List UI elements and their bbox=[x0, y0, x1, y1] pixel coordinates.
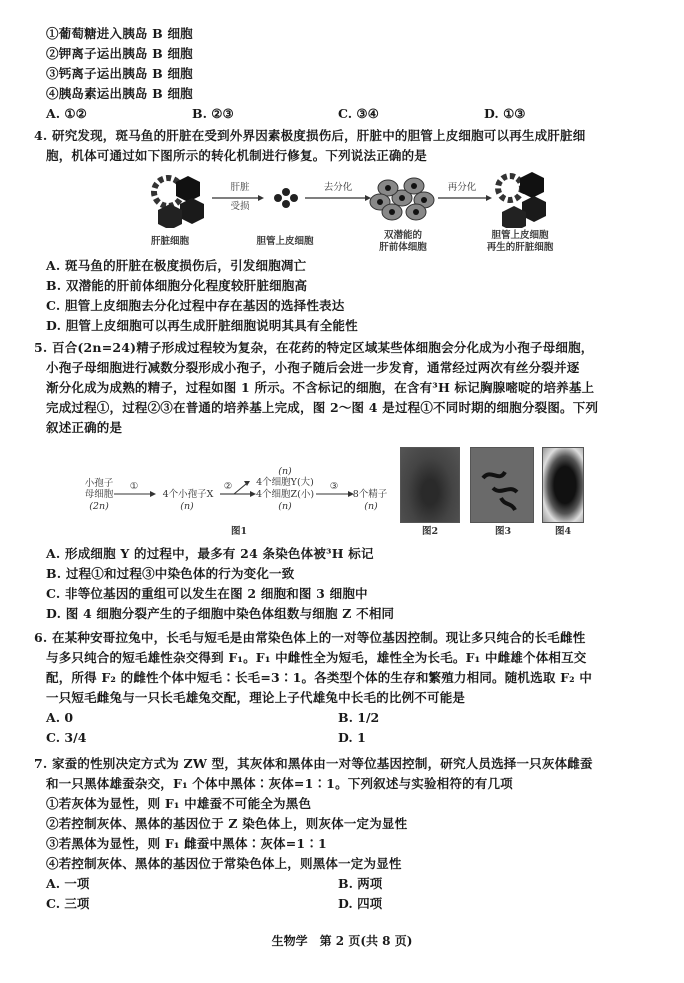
label-bile-duct-cell: 胆管上皮细胞 bbox=[256, 236, 314, 247]
chromosome-shapes bbox=[471, 448, 533, 522]
ploidy-n-y: (n) bbox=[278, 466, 292, 477]
label-bipotential-line2: 肝前体细胞 bbox=[379, 242, 427, 253]
q4-option-b: B. 双潜能的肝前体细胞分化程度较肝脏细胞高 bbox=[46, 278, 308, 293]
label-regenerated-line2: 再生的肝脏细胞 bbox=[486, 242, 554, 253]
step-3-marker: ③ bbox=[329, 481, 339, 492]
figure-2-caption: 图2 bbox=[421, 526, 439, 537]
micrograph-figure-4 bbox=[542, 447, 584, 523]
microspore-mother-cell-line2: 母细胞 bbox=[84, 489, 114, 500]
q4-stem-line-1: 4. 研究发现，斑马鱼的肝脏在受到外界因素极度损伤后，肝脏中的胆管上皮细胞可以再生成肝脏细 bbox=[34, 128, 586, 143]
step-2-marker: ② bbox=[223, 481, 233, 492]
q5-stem-line-3: 渐分化成为成熟的精子，过程如图 1 所示。不含标记的细胞，在含有³H 标记胸腺嘧啶的培养基上 bbox=[46, 380, 595, 395]
q3-item-3: ③钙离子运出胰岛 B 细胞 bbox=[46, 66, 193, 81]
microspore-mother-cell-line1: 小孢子 bbox=[84, 478, 114, 489]
arrow-label-dedifferentiation: 去分化 bbox=[323, 182, 353, 193]
q4-option-a: A. 斑马鱼的肝脏在极度损伤后，引发细胞凋亡 bbox=[46, 258, 307, 273]
q7-option-c: C. 三项 bbox=[46, 896, 90, 911]
micrograph-figure-3 bbox=[470, 447, 534, 523]
cell-z-label: 4个细胞Z(小) bbox=[255, 489, 315, 500]
ploidy-2n: (2n) bbox=[89, 501, 109, 512]
q4-stem-line-2: 胞，机体可通过如下图所示的转化机制进行修复。下列说法正确的是 bbox=[46, 148, 428, 163]
q6-stem-line-3: 配，所得 F₂ 的雌性个体中短毛∶长毛=3∶1。各类型个体的生存和繁殖力相同。随机选取 F₂ 中 bbox=[46, 670, 593, 685]
arrow-label-top: 肝脏 bbox=[230, 182, 250, 193]
q5-option-b: B. 过程①和过程③中染色体的行为变化一致 bbox=[46, 566, 295, 581]
q4-option-d: D. 胆管上皮细胞可以再生成肝脏细胞说明其具有全能性 bbox=[46, 318, 358, 333]
q5-stem-line-2: 小孢子母细胞进行减数分裂形成小孢子，小孢子随后会进一步发育，通常经过两次有丝分裂并逐 bbox=[46, 360, 580, 375]
q7-item-4: ④若控制灰体、黑体的基因位于常染色体上，则黑体一定为显性 bbox=[46, 856, 402, 871]
arrow-label-redifferentiation: 再分化 bbox=[447, 182, 477, 193]
figure-1-caption: 图1 bbox=[230, 526, 248, 537]
step-1-marker: ① bbox=[129, 481, 139, 492]
q7-stem-line-1: 7. 家蚕的性别决定方式为 ZW 型，其灰体和黑体由一对等位基因控制，研究人员选择一只灰体雌蚕 bbox=[34, 756, 593, 771]
q5-stem-line-1: 5. 百合(2n=24)精子形成过程较为复杂，在花药的特定区域某些体细胞会分化成为小孢子母细胞， bbox=[34, 340, 594, 355]
figure-3-caption: 图3 bbox=[494, 526, 512, 537]
liver-cell-icon bbox=[154, 176, 204, 228]
q3-option-c: C. ③④ bbox=[338, 106, 379, 121]
q3-option-b: B. ②③ bbox=[192, 106, 234, 121]
q4-figure bbox=[140, 168, 560, 256]
arrow-label-bottom: 受损 bbox=[230, 201, 250, 212]
label-bipotential-line1: 双潜能的 bbox=[383, 230, 422, 241]
q3-item-1: ①葡萄糖进入胰岛 B 细胞 bbox=[46, 26, 193, 41]
ploidy-n-sperm: (n) bbox=[364, 501, 378, 512]
q6-option-b: B. 1/2 bbox=[338, 710, 380, 725]
q6-stem-line-2: 与多只纯合的短毛雄性杂交得到 F₁。F₁ 中雌性全为短毛，雄性全为长毛。F₁ 中雌雄个体相互交 bbox=[46, 650, 587, 665]
q3-option-d: D. ①③ bbox=[484, 106, 526, 121]
spermatogenesis-flow-arrows bbox=[84, 468, 384, 518]
q5-option-c: C. 非等位基因的重组可以发生在图 2 细胞和图 3 细胞中 bbox=[46, 586, 368, 601]
micrograph-figure-2 bbox=[400, 447, 460, 523]
q5-stem-line-5: 叙述正确的是 bbox=[46, 420, 123, 435]
q7-option-d: D. 四项 bbox=[338, 896, 383, 911]
q7-option-b: B. 两项 bbox=[338, 876, 383, 891]
q7-stem-line-2: 和一只黑体雄蚕杂交，F₁ 个体中黑体∶灰体=1∶1。下列叙述与实验相符的有几项 bbox=[46, 776, 513, 791]
label-liver-cell: 肝脏细胞 bbox=[150, 236, 189, 247]
q7-option-a: A. 一项 bbox=[46, 876, 90, 891]
q6-stem-line-1: 6. 在某种安哥拉兔中，长毛与短毛是由常染色体上的一对等位基因控制。现让多只纯合的长毛雌性 bbox=[34, 630, 586, 645]
liver-regeneration-diagram bbox=[140, 168, 560, 228]
ploidy-n-x: (n) bbox=[180, 501, 194, 512]
microspore-x-label: 4个小孢子X bbox=[162, 489, 214, 500]
q7-item-2: ②若控制灰体、黑体的基因位于 Z 染色体上，则灰体一定为显性 bbox=[46, 816, 408, 831]
q7-item-1: ①若灰体为显性，则 F₁ 中雄蚕不可能全为黑色 bbox=[46, 796, 312, 811]
q5-option-d: D. 图 4 细胞分裂产生的子细胞中染色体组数与细胞 Z 不相同 bbox=[46, 606, 395, 621]
q6-stem-line-4: 一只短毛雌兔与一只长毛雄兔交配，理论上子代雄兔中长毛的比例不可能是 bbox=[46, 690, 466, 705]
q3-option-a: A. ①② bbox=[46, 106, 87, 121]
cell-y-label: 4个细胞Y(大) bbox=[256, 477, 314, 488]
q4-option-c: C. 胆管上皮细胞去分化过程中存在基因的选择性表达 bbox=[46, 298, 345, 313]
page-footer: 生物学 第 2 页(共 8 页) bbox=[271, 934, 413, 948]
sperm-label: 8个精子 bbox=[352, 489, 388, 500]
q5-figure-1 bbox=[84, 466, 388, 538]
ploidy-n-z: (n) bbox=[278, 501, 292, 512]
q6-option-a: A. 0 bbox=[46, 710, 74, 725]
q3-item-2: ②钾离子运出胰岛 B 细胞 bbox=[46, 46, 193, 61]
q5-stem-line-4: 完成过程①，过程②③在普通的培养基上完成，图 2～图 4 是过程①不同时期的细胞分裂图。下列 bbox=[46, 400, 599, 415]
q6-option-d: D. 1 bbox=[338, 730, 366, 745]
q3-item-4: ④胰岛素运出胰岛 B 细胞 bbox=[46, 86, 193, 101]
q7-item-3: ③若黑体为显性，则 F₁ 雌蚕中黑体∶灰体=1∶1 bbox=[46, 836, 327, 851]
figure-4-caption: 图4 bbox=[554, 526, 572, 537]
q6-option-c: C. 3/4 bbox=[46, 730, 87, 745]
label-regenerated-line1: 胆管上皮细胞 bbox=[491, 230, 549, 241]
q5-option-a: A. 形成细胞 Y 的过程中，最多有 24 条染色体被³H 标记 bbox=[46, 546, 374, 561]
